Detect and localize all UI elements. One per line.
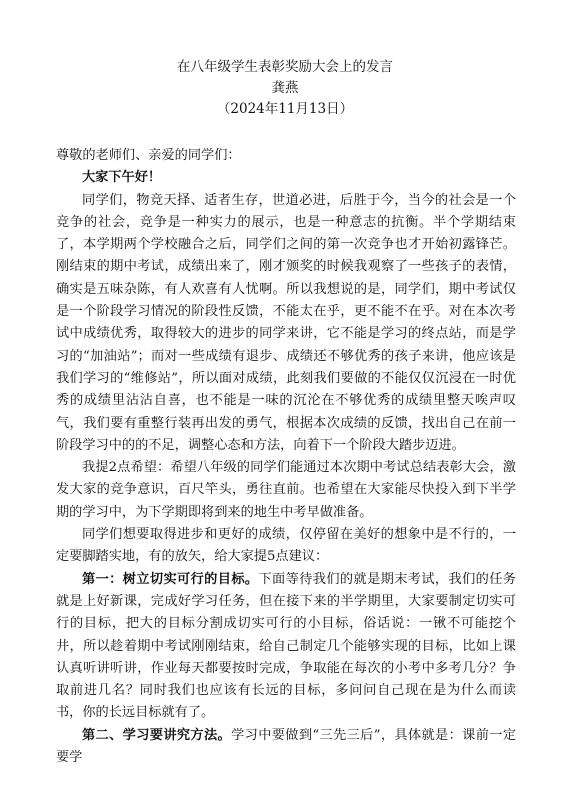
greeting-line: 尊敬的老师们、亲爱的同学们：	[56, 148, 241, 163]
point-one-text: 下面等待我们的就是期末考试，我们的任务就是上好新课，完成好学习任务，但在接下来的半学期里，大家要制定切实可行的目标，把大的目标分割成切实可行的小目标，俗话说：一锹不可能挖个井，所以趁着期中考试刚刚结束，给自己制定几个能够实现的目标，比如上课认真听讲听讲，作业每天都要按时完成，争取能在每次的小考中多考几分？争取前进几名？同时我们也应该有长远的目标，多问问自己现在是为什么而读书，你的长远目标就有了。	[56, 571, 516, 721]
paragraph-point-one	[56, 569, 516, 725]
hello-line: 大家下午好！	[82, 170, 162, 186]
point-two-text: 学习中要做到“三先三后”，具体就是：课前一定要学	[56, 727, 517, 766]
speech-title: 在八年级学生表彰奖励大会上的发言	[177, 59, 393, 75]
paragraph-intro: 同学们，物竞天择、适者生存，世道必进，后胜于今，当今的社会是一个竞争的社会，竞争是一种实力的展示，也是一种意志的抗衡。半个学期结束了，本学期两个学校融合之后，同学们之间的第一次竞争也才开始初露锋芒。刚结束的期中考试，成绩出来了，刚才颁奖的时候我观察了一些孩子的表情，确实是五味杂陈，有人欢喜有人忧啊。所以我想说的是，同学们，期中考试仅是一个阶段学习情况的阶段性反馈，不能太在乎，更不能不在乎。对在本次考试中成绩优秀，取得较大的进步的同学来讲，它不能是学习的终点站，而是学习的“加油站”；而对一些成绩有退步、成绩还不够优秀的孩子来讲，他应该是我们学习的“维修站”，所以面对成绩，此刻我们要做的不能仅仅沉浸在一时优秀的成绩里沾沾自喜，也不能是一味的沉沦在不够优秀的成绩里整天唉声叹气，我们要有重整行装再出发的勇气，根据本次成绩的反馈，找出自己在前一阶段学习中的的不足，调整心态和方法，向着下一个阶段大踏步迈进。	[56, 192, 516, 453]
paragraph-hopes: 我提2点希望：希望八年级的同学们能通过本次期中考试总结表彰大会，激发大家的竞争意识，百尺竿头，勇往直前。也希望在大家能尽快投入到下半学期的学习中，为下学期即将到来的地生中考早做准备。	[56, 460, 516, 520]
point-two-heading: 第二、学习要讲究方法。	[82, 727, 232, 743]
speech-body	[56, 145, 516, 769]
speech-date: （2024年11月13日）	[216, 101, 354, 117]
author-name: 龚燕	[271, 80, 299, 96]
paragraph-advice-intro: 同学们想要取得进步和更好的成绩，仅停留在美好的想象中是不行的，一定要脚踏实地，有的放矢，给大家提5点建议：	[56, 527, 516, 565]
point-one-heading: 第一：树立切实可行的目标。	[82, 571, 259, 587]
paragraph-point-two	[56, 725, 516, 770]
